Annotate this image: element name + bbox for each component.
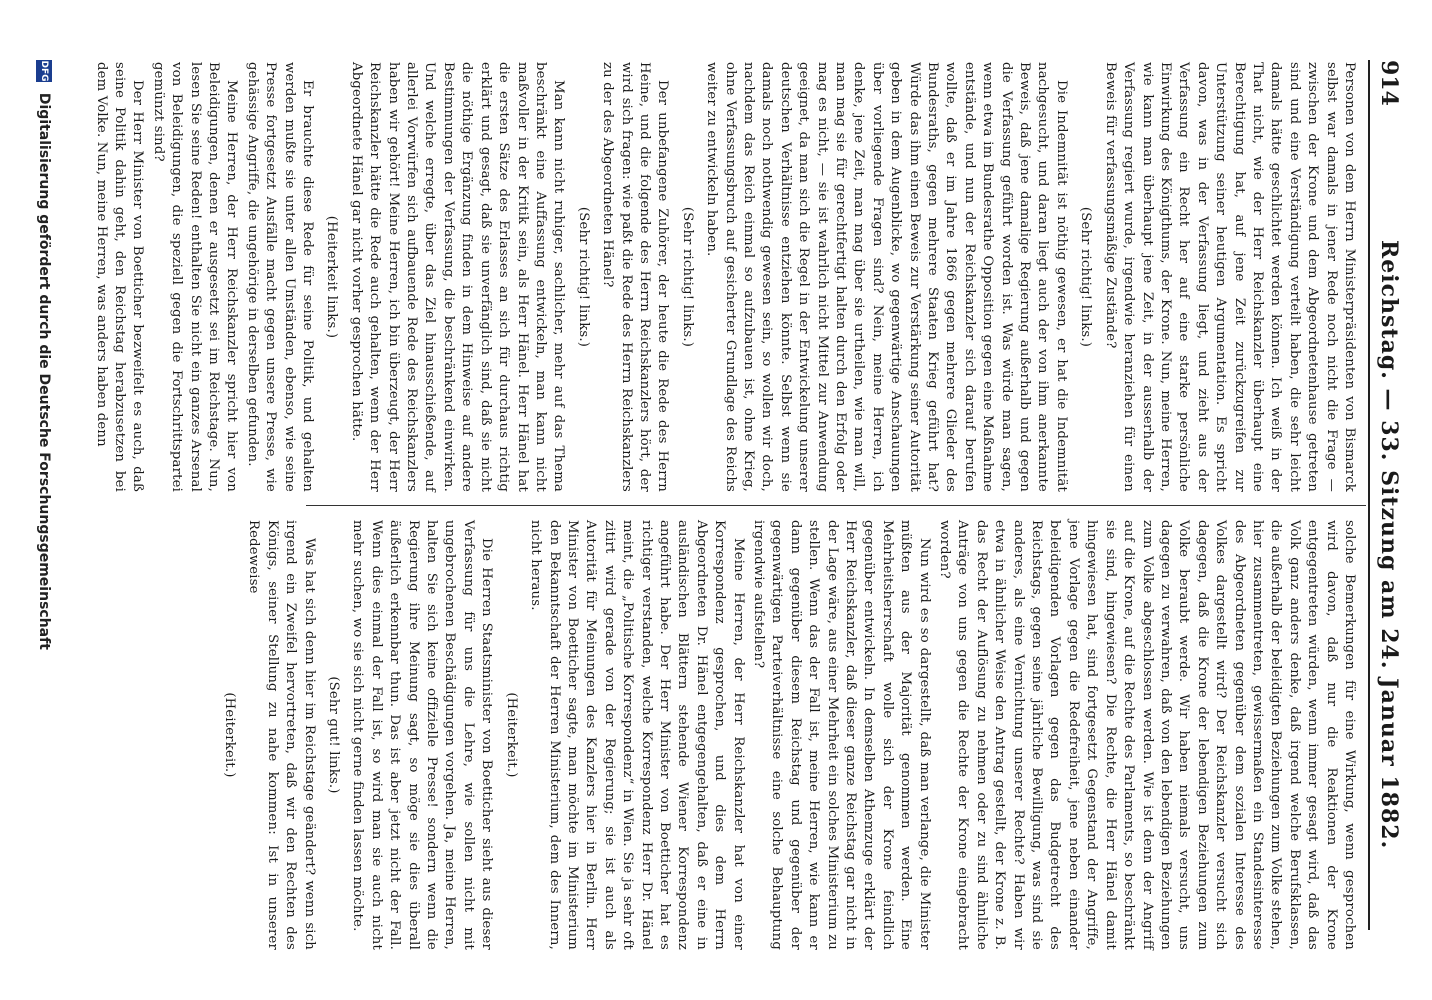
paragraph: Die Herren Staatsminister von Boetticher sieht aus dieser Verfassung für uns die Lehre, wie sollen nicht mit ungebrochenen Beschädigungen vorgehen. Ja, meine Herren, halten Sie sich keine offizielle Presse! sondern wenn die Regierung ihre Meinung sagt, so möge sie dies überall äußerlich erkennbar thun. Das ist aber jetzt nicht der Fall. Wenn dies einmal der Fall ist, so wird man sie auch nicht mehr suchen, wo sie sich nicht gerne finden lassen möchte. (350, 520, 495, 950)
right-column (214, 520, 1358, 950)
page-title: Reichstag. — 33. Sitzung am 24. Januar 1882. (1376, 240, 1402, 850)
funding-note (36, 60, 52, 650)
paragraph: Er brauchte diese Rede für seine Politik, und gehalten werden mußte sie unter allen Umständen, ebenso, wie seine Presse fortgesetzt Ausfälle macht gegen unsere Presse, wie gehässige Angriffe, die ungehörige in derselben gefunden. (244, 62, 316, 492)
paragraph: Der Herr Minister von Boetticher bezweifelt es auch, daß seine Politik dahin geht, den Reichstag herabzusetzen bei dem Volke. Nun, meine Herren, was anders haben denn (93, 62, 146, 492)
header-rule (1368, 60, 1370, 930)
paragraph: Man kann nicht ruhiger, sachlicher, mehr auf das Thema beschränkt eine Auffassung entwickeln, man kann nicht maßvoller in der Kritik sein, als Herr Hänel. Herr Hänel hat die ersten Sätze des Erlasses an sich für durchaus richtig erklärt und gesagt, daß sie unverfänglich sind, daß sie nicht die nöthige Ergänzung finden in dem Hinweise auf andere Bestimmungen der Verfassung, die beschränkend einwirken. Und welche erregte, über das Ziel hinausschießende, auf allerlei Vorwürfen sich aufbauende Rede des Reichskanzlers haben wir gehört! Meine Herren, ich bin überzeugt, der Herr Reichskanzler hätte die Rede auch gehalten, wenn der Herr Abgeordnete Hänel gar nicht vorher gesprochen hätte. (348, 62, 567, 492)
page-number: 914 (1376, 60, 1402, 106)
paragraph: Personen von dem Herrn Ministerpräsidenten von Bismarck selbst war damals in jener Rede noch nicht die Frage — zwischen der Krone und dem Abgeordnetenhause getreten sind und eine Verständigung verteilt haben, die sehr leicht damals hätte geschlichtet werden können. Ich weiß in der That nicht, wie der Herr Reichskanzler überhaupt eine Berechtigung hat, auf jene Zeit zurückzugreifen zur Unterstützung seiner heutigen Argumentation. Es spricht davon, was in der Verfassung liegt, und zieht aus der Verfassung ein Recht her auf eine starke persönliche Einwirkung des Königthums, der Krone. Nun, meine Herren, wie kann man überhaupt jene Zeit, in der ausserhalb der Verfassung regiert wurde, irgendwie heranziehen für einen Beweis für verfassungsmäßige Zustände? (1102, 62, 1357, 492)
stage-direction: (Sehr gut! links.) (326, 676, 342, 794)
paragraph: solche Bemerkungen für eine Wirkung, wenn gesprochen wird davon, daß nur die Reaktionen der Krone entgegentreten würden, wenn immer gesagt wird, daß das Volk ganz anders denke, daß irgend welche Berufsklassen, die außerhalb der beleidigten Beziehungen zum Volke stehen, hier zusammentreten, gewissermaßen ein Standesinteresse des Abgeordneten gegenüber dem sozialen Interesse des Volkes dargestellt wird? Der Reichskanzler versucht sich dagegen, daß die Krone der lebendigen Beziehungen zum Volke beraubt werde. Wir haben niemals versucht, uns dagegen zu verwahren, daß von den lebendigen Beziehungen zum Volke abgeschlossen werden. Wie ist denn der Angriff auf die Krone, auf die Rechte des Parlaments, so beschränkt sie sind, hingewiesen? Die Rechte, die Herr Hänel damit hingewiesen hat, sind fortgesetzt Gegenstand der Angriffe, jene Vorlage gegen die Redefreiheit, jene neben einander beleidigenden Vorlagen gegen das Budgetrecht des Reichstags, gegen seine jährliche Bewilligung, was sind sie anderes, als eine Vernichtung unserer Rechte? Haben wir etwa in ähnlicher Weise den Antrag gestellt, der Krone z. B. das Recht der Auflösung zu nehmen oder zu sind ähnliche Anträge von uns gegen die Rechte der Krone eingebracht worden? (937, 520, 1357, 950)
paragraph: Meine Herren, der Herr Reichskanzler hat von einer Korrespondenz gesprochen, und dies dem Herrn Abgeordneten Dr. Hänel entgegengehalten, daß er eine in ausländischen Blättern stehende Wiener Korrespondenz angeführt habe. Der Herr Minister von Boetticher hat es richtiger verstanden, welche Korrespondenz Herr Dr. Hänel meint, die „Politische Korrespondenz“ in Wien. Sie ja sehr oft zitirt wird gerade von der Regierung; sie ist auch als Autorität für Meinungen des Kanzlers hier in Berlin. Herr Minister von Boetticher sagte, man möchte im Ministerium den Bekanntschaft der Herren Ministerium, dem des Innern, nicht heraus. (528, 520, 746, 950)
column-divider (306, 505, 1366, 506)
left-column (89, 62, 1358, 492)
stage-direction: (Heiterkeit.) (503, 692, 519, 778)
stage-direction: (Sehr richtig! links.) (1078, 206, 1094, 348)
dfg-logo: DFG (36, 60, 52, 82)
paragraph: Was hat sich denn hier im Reichstage geändert? wenn sich irgend ein Zweifel hervortreten, daß wir den Rechten des Königs, seiner Stellung zu nahe kommen: Ist in unserer Redeweise (246, 520, 317, 950)
stage-direction: (Heiterkeit links.) (324, 215, 340, 339)
stage-direction: (Sehr richtig! links.) (679, 206, 695, 348)
funding-text: Digitalisierung gefördert durch die Deutsche Forschungsgemeinschaft (36, 92, 52, 650)
paragraph: Nun wird es so dargestellt, daß man verlange, die Minister müßten aus der Majorität genommen werden. Eine Mehrheitsherrschaft wolle sich der Krone feindlich gegenüber entwickeln. In demselben Athemzuge erklärt der Herr Reichskanzler, daß dieser ganze Reichstag gar nicht in der Lage wäre, aus einer Mehrheit ein solches Ministerium zu stellen. Wenn das der Fall ist, meine Herren, wie kann er dann gegenüber diesem Reichstag und gegenüber der gegenwärtigen Parteiverhältnisse eine solche Behauptung irgendwie aufstellen? (751, 520, 932, 950)
stage-direction: (Heiterkeit.) (222, 692, 238, 778)
paragraph: Der unbefangene Zuhörer, der heute die Rede des Herrn Heine, und die folgende des Herrn Reichskanzlers hört, der wird sich fragen: wie paßt die Rede des Herrn Reichskanzlers zu der des Abgeordneten Hänel? (600, 62, 671, 492)
paragraph: Meine Herren, der Herr Reichskanzler spricht hier von Beleidigungen, denen er ausgesetzt sei im Reichstage. Nun, lesen Sie seine Reden! enthalten Sie nicht ein ganzes Arsenal von Beleidigungen, die speziell gegen die Fortschrittspartei gemünzt sind? (150, 62, 240, 492)
paragraph: Die Indemnität ist nöthig gewesen, er hat die Indemnität nachgesucht, und daran liegt auch der von ihm anerkannte Beweis, daß jene damalige Regierung außerhalb und gegen die Verfassung geführt worden ist. Was würde man sagen, wenn etwa im Bundesrathe Opposition gegen eine Maßnahme entstände, und nun der Reichskanzler sich darauf berufen wollte, daß er im Jahre 1866 gegen mehrere Glieder des Bundesraths, gegen mehrere Staaten Krieg geführt hat? Würde das ihm einen Beweis zur Verstärkung seiner Autorität geben in dem Augenblicke, wo gegenwärtige Anschauungen über vorliegende Fragen sind? Nein, meine Herren, ich denke, jene Zeit, man mag über sie urtheilen, wie man will, man mag sie für gerechtfertigt halten durch den Erfolg oder mag es nicht, — sie ist wahrlich nicht Mittel zur Anwendung geeignet, da man sich die Regel in der Entwickelung unserer deutschen Verhältnisse entziehen könnte. Selbst wenn sie damals noch nothwendig gewesen sein, so wollen wir doch, nachdem das Reich einmal so aufzubauen ist, ohne Krieg, ohne Verfassungsbruch auf gesicherter Grundlage des Reichs weiter zu entwickeln haben. (704, 62, 1069, 492)
stage-direction: (Sehr richtig! links.) (575, 206, 591, 348)
